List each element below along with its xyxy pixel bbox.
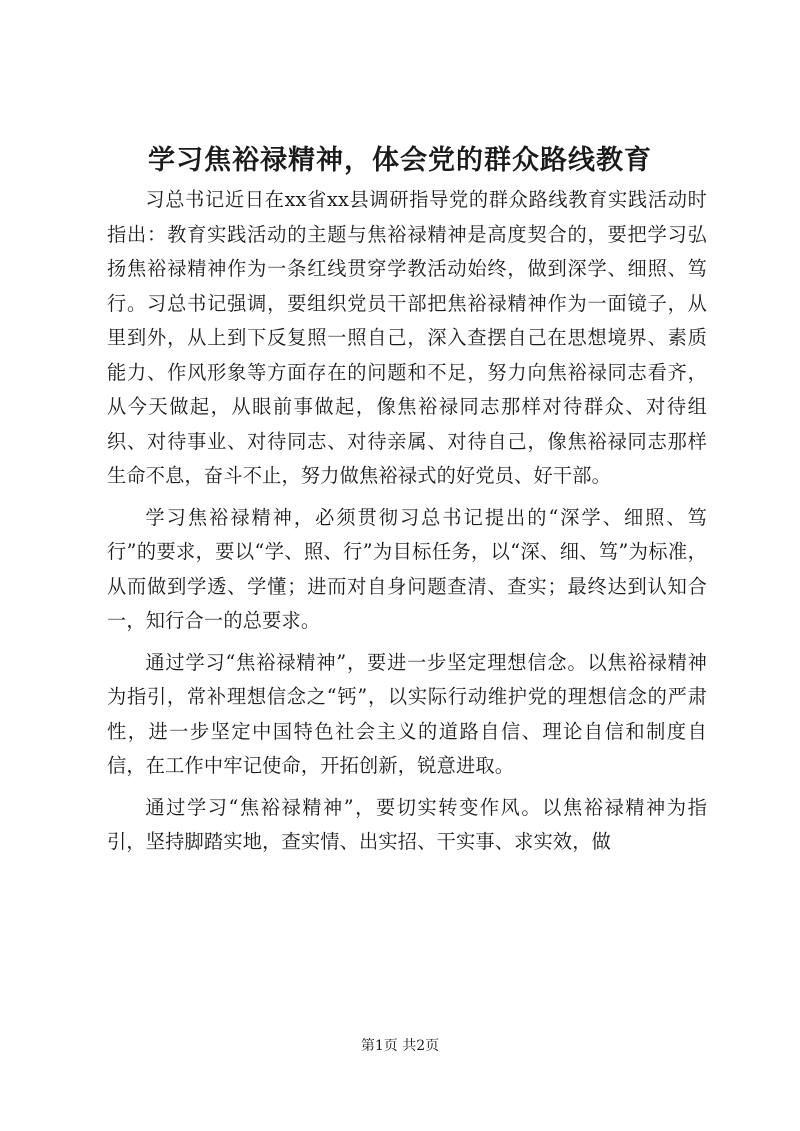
document-body <box>107 183 707 867</box>
page-number-footer: 第1页 共2页 <box>360 1038 440 1054</box>
document-title: 学习焦裕禄精神，体会党的群众路线教育 <box>148 145 652 176</box>
paragraph-2: 学习焦裕禄精神，必须贯彻习总书记提出的“深学、细照、笃行”的要求，要以“学、照、行”为目标任务，以“深、细、笃”为标准，从而做到学透、学懂；进而对自身问题查清、查实；最终达到认知合一，知行合一的总要求。 <box>107 505 707 632</box>
paragraph-3: 通过学习“焦裕禄精神”，要进一步坚定理想信念。以焦裕禄精神为指引，常补理想信念之“钙”，以实际行动维护党的理想信念的严肃性，进一步坚定中国特色社会主义的道路自信、理论自信和制度自信，在工作中牢记使命，开拓创新，锐意进取。 <box>107 650 707 777</box>
paragraph-4: 通过学习“焦裕禄精神”，要切实转变作风。以焦裕禄精神为指引，坚持脚踏实地，查实情、出实招、干实事、求实效，做 <box>107 795 707 853</box>
paragraph-1: 习总书记近日在xx省xx县调研指导党的群众路线教育实践活动时指出：教育实践活动的主题与焦裕禄精神是高度契合的，要把学习弘扬焦裕禄精神作为一条红线贯穿学教活动始终，做到深学、细照、笃行。习总书记强调，要组织党员干部把焦裕禄精神作为一面镜子，从里到外，从上到下反复照一照自己，深入查摆自己在思想境界、素质能力、作风形象等方面存在的问题和不足，努力向焦裕禄同志看齐，从今天做起，从眼前事做起，像焦裕禄同志那样对待群众、对待组织、对待事业、对待同志、对待亲属、对待自己，像焦裕禄同志那样生命不息，奋斗不止，努力做焦裕禄式的好党员、好干部。 <box>107 188 707 487</box>
